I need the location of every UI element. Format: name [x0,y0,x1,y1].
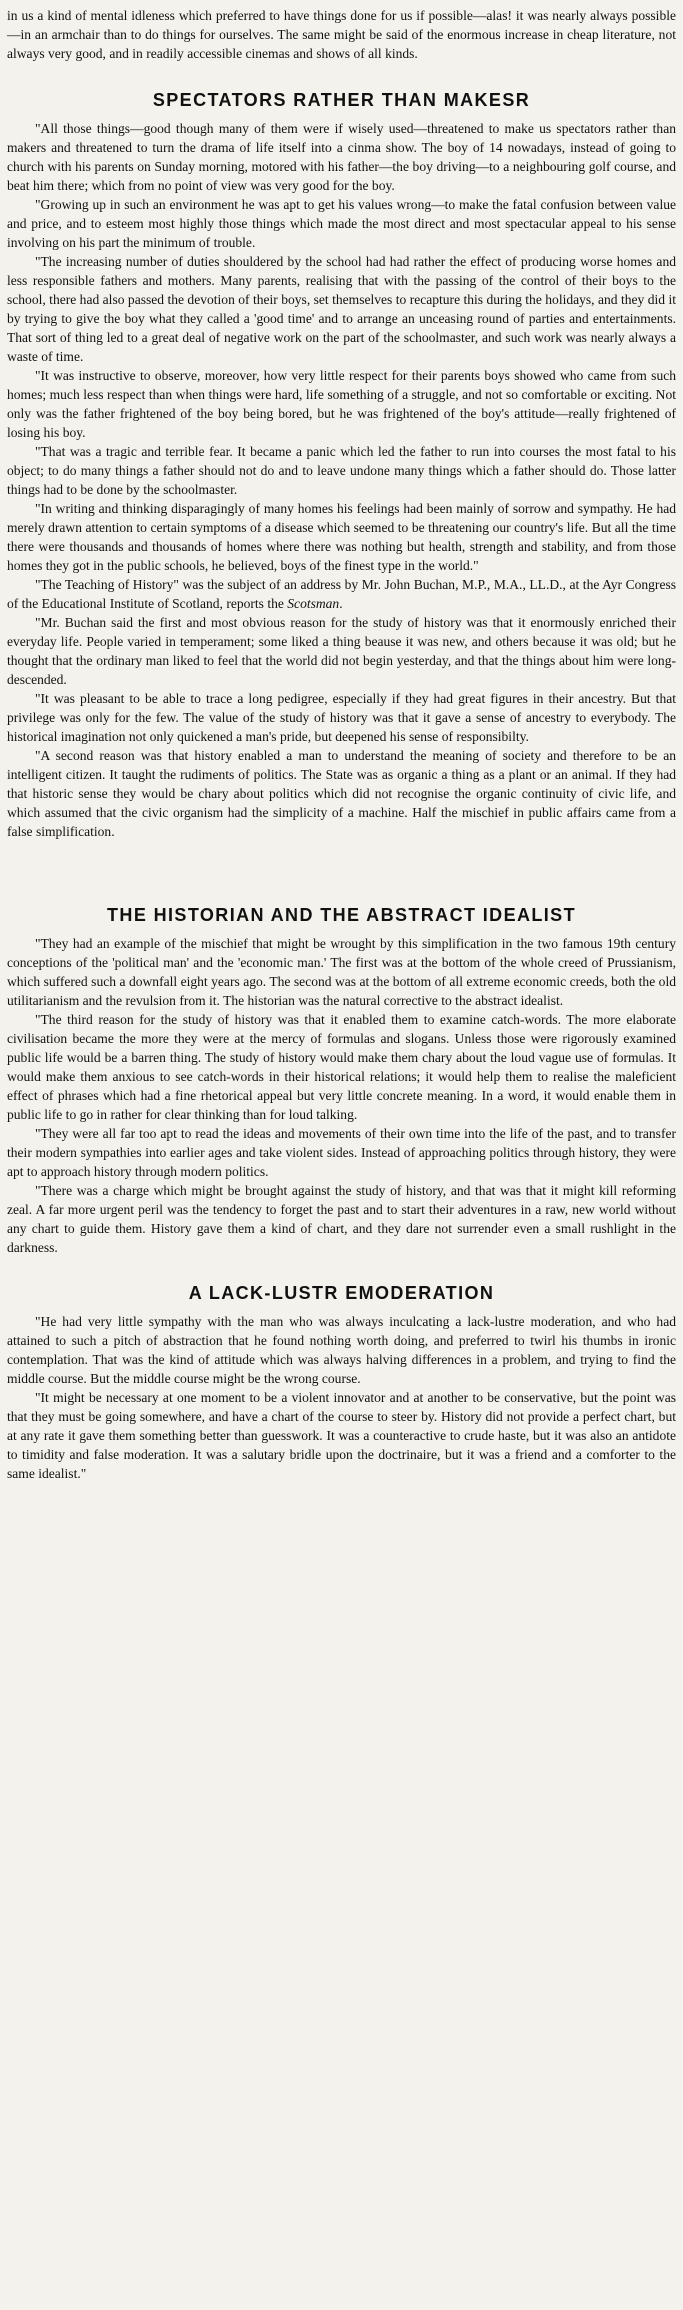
paragraph: "Mr. Buchan said the first and most obvious reason for the study of history was that it enormously enriched their everyday life. People varied in temperament; some liked a thing beause it was new, and others because it was old; but he thought that the ordinary man liked to feel that the world did not begin yesterday, and that the things about him were long-descended. [7,615,676,687]
paragraph: "There was a charge which might be brought against the study of history, and that was that it might kill reforming zeal. A far more urgent peril was the tendency to forget the past and to start their adventures in a raw, new world without any chart to guide them. History gave them a kind of chart, and they dare not surrender even a small rushlight in the darkness. [7,1183,676,1255]
intro-paragraph: in us a kind of mental idleness which preferred to have things done for us if possible—alas! it was nearly always possible—in an armchair than to do things for ourselves. The same might be said of the enormous increase in cheap literature, not always very good, and in readily accessible cinemas and shows of all kinds. [7,8,676,61]
section-heading-historian: THE HISTORIAN AND THE ABSTRACT IDEALIST [107,905,576,925]
source-paragraph [7,575,676,613]
section-heading-moderation: A LACK-LUSTR EMODERATION [188,1283,495,1303]
paragraph: "It was instructive to observe, moreover, how very little respect for their parents boys showed who came from such homes; much less respect than when things were hard, life something of a struggle, and not so comfortable or exciting. Not only was the father frightened of the boy being bored, but he was frightened of the boy's attitude—really frightened of losing his boy. [7,368,676,440]
source-publication: Scotsman [287,596,340,611]
paragraph: "Growing up in such an environment he was apt to get his values wrong—to make the fatal confusion between value and price, and to esteem most highly those things which made the most direct and most spectacular appeal to his sense involving on his part the minimum of trouble. [7,197,676,250]
section-spectators [7,119,676,841]
paragraph: "They were all far too apt to read the ideas and movements of their own time into the life of the past, and to transfer their modern sympathies into earlier ages and take violent sides. Instead of approaching politics through history, they were apt to approach history through modern politics. [7,1126,676,1179]
paragraph: "In writing and thinking disparagingly of many homes his feelings had been mainly of sorrow and sympathy. He had merely drawn attention to certain symptoms of a disease which seemed to be threatening our country's life. But all the time there were thousands and thousands of homes where there was nothing but health, strength and stability, and from those homes they got in the public schools, he believed, boys of the finest type in the world." [7,501,676,573]
paragraph: "It might be necessary at one moment to be a violent innovator and at another to be conservative, but the point was that they must be going somewhere, and have a chart of the course to steer by. History did not provide a perfect chart, but at any rate it gave them something better than guesswork. It was a counteractive to crude haste, but it was also an antidote to timidity and false moderation. It was a salutary bridle upon the doctrinaire, but it was a friend and a comforter to the same idealist." [7,1390,676,1481]
section-historian [7,934,676,1257]
source-text-end: . [339,596,343,611]
paragraph: "They had an example of the mischief that might be wrought by this simplification in the two famous 19th century conceptions of the 'political man' and the 'economic man.' The first was at the bottom of the whole creed of Prussianism, which suffered such a downfall eight years ago. The second was at the bottom of all extreme economic creeds, both the old utilitarianism and the revulsion from it. The historian was the natural corrective to the abstract idealist. [7,936,676,1008]
paragraph: "All those things—good though many of them were if wisely used—threatened to make us spectators rather than makers and threatened to turn the drama of life itself into a cinma show. The boy of 14 nowadays, instead of going to church with his parents on Sunday morning, motored with his father—the boy driving—to a neighbouring golf course, and beat him there; which from no point of view was very good for the boy. [7,121,676,193]
paragraph: "The increasing number of duties shouldered by the school had had rather the effect of producing worse homes and less responsible fathers and mothers. Many parents, realising that with the passing of the control of their boys to the school, there had also passed the devotion of their boys, set themselves to recapture this during the holidays, and they did it by trying to give the boy what they called a 'good time' and to arrange an unceasing round of parties and entertainments. That sort of thing led to a great deal of negative work on the part of the schoolmaster, and such work was nearly always a waste of time. [7,254,676,364]
section-heading-spectators: SPECTATORS RATHER THAN MAKESR [152,90,531,110]
paragraph: "The third reason for the study of history was that it enabled them to examine catch-words. The more elaborate civilisation became the more they were at the mercy of formulas and slogans. Unless those were rigorously examined public life would be a barren thing. The study of history would make them chary about the loud vague use of formulas. It would make them anxious to see catch-words in their historical relations; it would help them to realise the maleficient effect of phrases which had a fine rhetorical appeal but very little concrete meaning. In a word, it would enable them in public life to go in rather for clear thinking than for loud talking. [7,1012,676,1122]
section-moderation [7,1312,676,1483]
paragraph: "It was pleasant to be able to trace a long pedigree, especially if they had great figures in their ancestry. But that privilege was only for the few. The value of the study of history was that it gave a sense of ancestry to everybody. The historical imagination not only quickened a man's pride, but deepened his sense of responsibilty. [7,691,676,744]
paragraph: "That was a tragic and terrible fear. It became a panic which led the father to run into courses the most fatal to his object; to do many things a father should not do and to leave undone many things which a father should do. Those latter things had to be done by the schoolmaster. [7,444,676,497]
paragraph: "He had very little sympathy with the man who was always inculcating a lack-lustre moderation, and who had attained to such a pitch of abstraction that he found nothing worth doing, and preferred to twirl his thumbs in ironic contemplation. That was the kind of attitude which was always halving differences in a problem, and trying to find the middle course. But the middle course might be the wrong course. [7,1314,676,1386]
source-text: "The Teaching of History" was the subject of an address by Mr. John Buchan, M.P., M.A., LL.D., at the Ayr Congress of the Educational Institute of Scotland, reports the [7,577,676,611]
paragraph: "A second reason was that history enabled a man to understand the meaning of society and therefore to be an intelligent citizen. It taught the rudiments of politics. The State was as organic a thing as a plant or an animal. If they had that historic sense they would be chary about politics which did not recognise the organic continuity of civic life, and which assumed that the civic organism had the simplicity of a machine. Half the mischief in public affairs came from a false simplification. [7,748,676,839]
